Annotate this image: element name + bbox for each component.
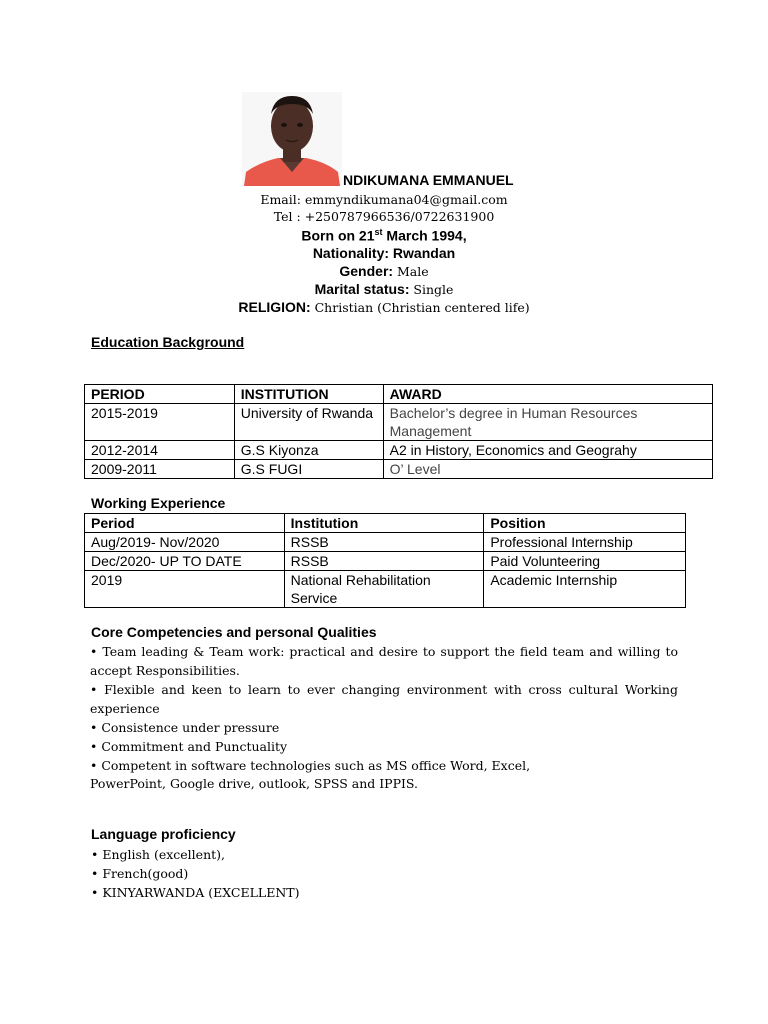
phone-line: Tel : +250787966536/0722631900 <box>273 209 495 224</box>
experience-heading: Working Experience <box>91 495 226 511</box>
born-suffix: March 1994, <box>382 227 467 244</box>
education-period: 2015-2019 <box>85 404 235 441</box>
list-item: • French(good) <box>91 866 189 881</box>
born-sup: st <box>374 227 383 237</box>
email-line: Email: emmyndikumana04@gmail.com <box>260 192 508 207</box>
list-item: • Flexible and keen to learn to ever changing environment with cross cultural Working experience <box>90 682 678 716</box>
religion-value: Christian (Christian centered life) <box>314 300 530 315</box>
experience-institution: National Rehabilitation Service <box>284 571 484 608</box>
religion-label: RELIGION: <box>238 299 311 315</box>
competencies-list <box>90 642 678 775</box>
list-item: • Consistence under pressure <box>90 720 280 735</box>
person-photo-icon <box>242 92 342 186</box>
candidate-name: NDIKUMANA EMMANUEL <box>343 172 514 188</box>
born-prefix: Born on 21 <box>301 227 375 244</box>
competencies-continuation: PowerPoint, Google drive, outlook, SPSS and IPPIS. <box>90 776 419 791</box>
languages-heading: Language proficiency <box>91 826 236 842</box>
gender-line <box>0 263 768 279</box>
education-institution: University of Rwanda <box>234 404 383 441</box>
experience-col-institution: Institution <box>284 514 484 533</box>
marital-value: Single <box>413 282 454 297</box>
table-row <box>85 404 713 441</box>
list-item: • English (excellent), <box>91 847 225 862</box>
marital-label: Marital status: <box>314 281 410 297</box>
education-institution: G.S FUGI <box>234 460 383 479</box>
education-award: O’ Level <box>383 460 712 479</box>
birth-date-line <box>0 227 768 244</box>
list-item: • Team leading & Team work: practical and desire to support the field team and willing to accept Responsibilities. <box>90 644 678 678</box>
education-institution: G.S Kiyonza <box>234 441 383 460</box>
experience-position: Academic Internship <box>484 571 686 608</box>
table-row <box>85 533 686 552</box>
experience-period: Dec/2020- UP TO DATE <box>85 552 285 571</box>
education-col-award: AWARD <box>383 385 712 404</box>
gender-label: Gender: <box>339 263 394 279</box>
gender-value: Male <box>396 264 429 279</box>
experience-period: 2019 <box>85 571 285 608</box>
religion-line <box>0 299 768 315</box>
table-row <box>85 441 713 460</box>
education-col-institution: INSTITUTION <box>234 385 383 404</box>
education-award: A2 in History, Economics and Geograhy <box>383 441 712 460</box>
education-header-row <box>85 385 713 404</box>
experience-header-row <box>85 514 686 533</box>
experience-institution: RSSB <box>284 533 484 552</box>
education-col-period: PERIOD <box>85 385 235 404</box>
experience-position: Paid Volunteering <box>484 552 686 571</box>
experience-institution: RSSB <box>284 552 484 571</box>
list-item: • Competent in software technologies such as MS office Word, Excel, <box>90 758 531 773</box>
list-item: • Commitment and Punctuality <box>90 739 288 754</box>
nationality-line: Nationality: Rwandan <box>312 245 456 261</box>
education-period: 2009-2011 <box>85 460 235 479</box>
table-row <box>85 552 686 571</box>
experience-position: Professional Internship <box>484 533 686 552</box>
competencies-heading: Core Competencies and personal Qualities <box>91 624 377 640</box>
profile-photo <box>242 92 342 186</box>
education-award: Bachelor’s degree in Human Resources Management <box>383 404 712 441</box>
marital-line <box>0 281 768 297</box>
experience-period: Aug/2019- Nov/2020 <box>85 533 285 552</box>
education-heading: Education Background <box>91 334 245 350</box>
languages-list <box>91 845 299 902</box>
experience-col-position: Position <box>484 514 686 533</box>
table-row <box>85 460 713 479</box>
table-row <box>85 571 686 608</box>
list-item: • KINYARWANDA (EXCELLENT) <box>91 885 300 900</box>
experience-table <box>84 513 686 608</box>
experience-col-period: Period <box>85 514 285 533</box>
education-table <box>84 384 713 479</box>
education-period: 2012-2014 <box>85 441 235 460</box>
